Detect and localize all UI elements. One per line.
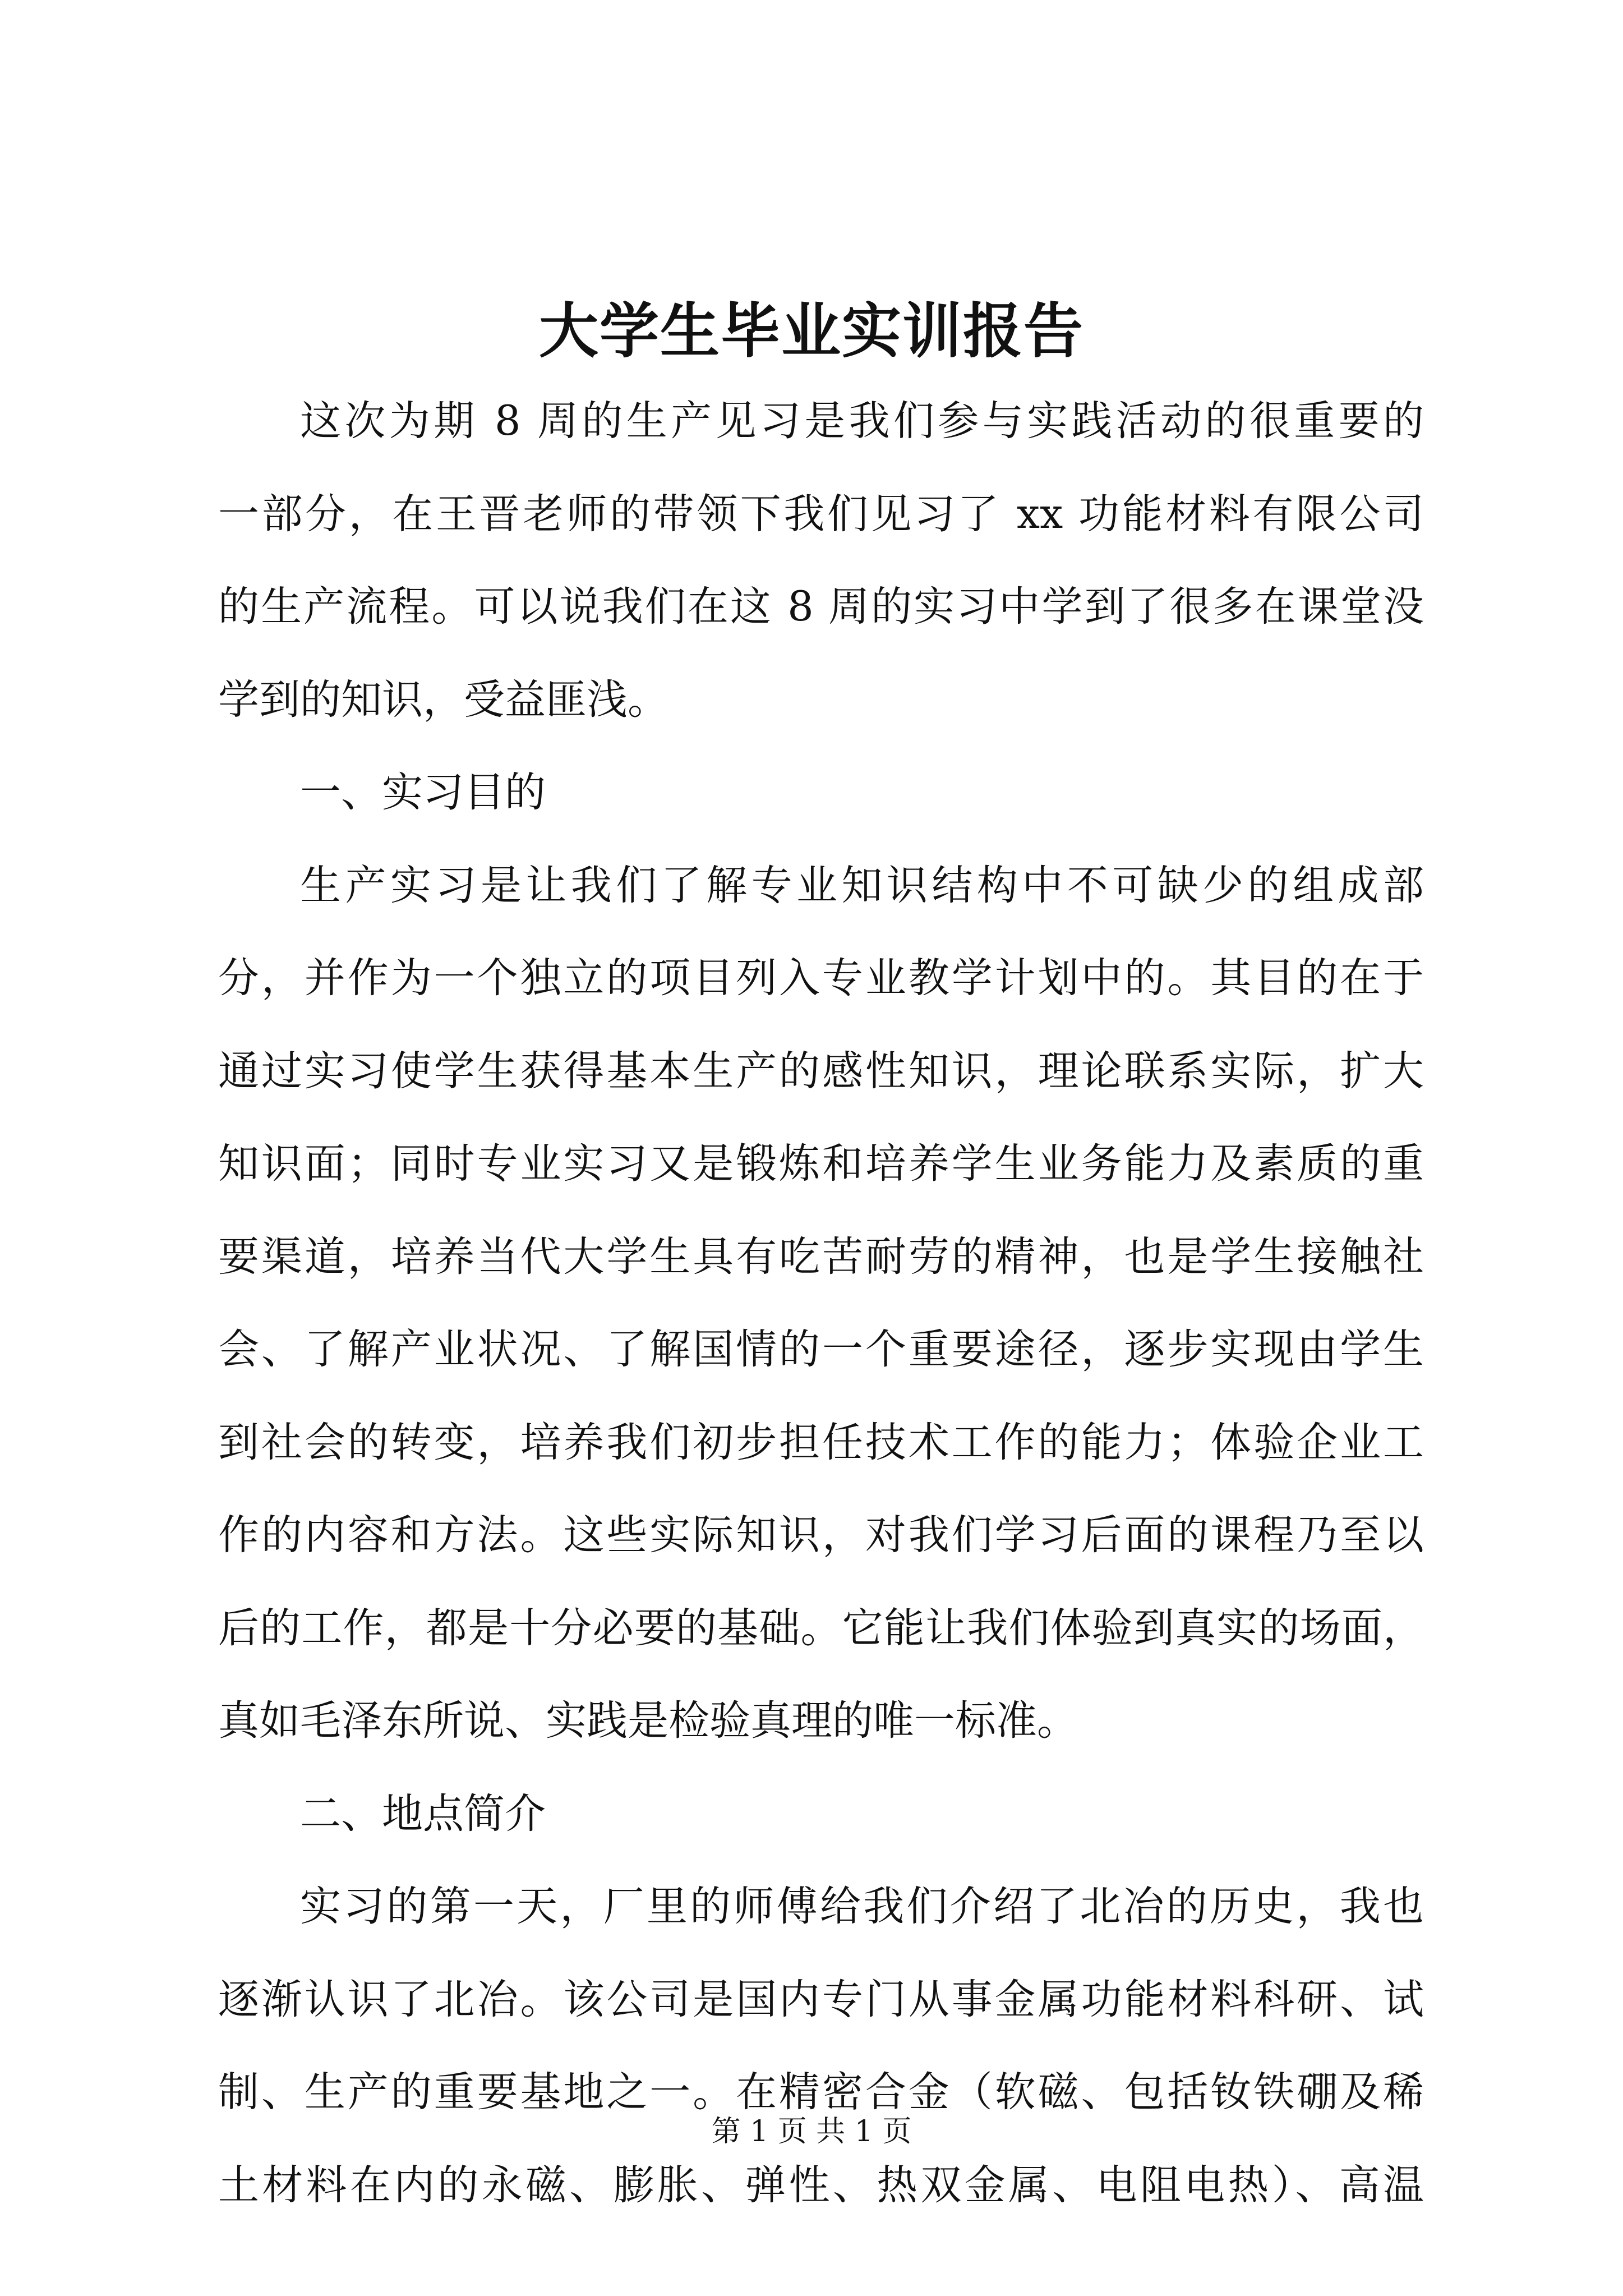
paragraph-line: 一部分，在王晋老师的带领下我们见习了 xx 功能材料有限公司 bbox=[218, 490, 1424, 538]
document-body bbox=[218, 375, 1424, 2231]
paragraph-line: 作的内容和方法。这些实际知识，对我们学习后面的课程乃至以 bbox=[218, 1511, 1424, 1559]
paragraph-line: 会、了解产业状况、了解国情的一个重要途径，逐步实现由学生 bbox=[218, 1326, 1424, 1373]
document-title: 大学生毕业实训报告 bbox=[539, 296, 1084, 366]
paragraph-line: 逐渐认识了北冶。该公司是国内专门从事金属功能材料科研、试 bbox=[218, 1975, 1424, 2023]
paragraph-line: 知识面；同时专业实习又是锻炼和培养学生业务能力及素质的重 bbox=[218, 1140, 1424, 1188]
paragraph-line: 的生产流程。可以说我们在这 8 周的实习中学到了很多在课堂没 bbox=[218, 583, 1424, 631]
paragraph-line: 学到的知识，受益匪浅。 bbox=[218, 675, 668, 724]
paragraph-line: 要渠道，培养当代大学生具有吃苦耐劳的精神，也是学生接触社 bbox=[218, 1232, 1424, 1281]
paragraph-line: 到社会的转变，培养我们初步担任技术工作的能力；体验企业工 bbox=[218, 1418, 1424, 1466]
paragraph-line: 土材料在内的永磁、膨胀、弹性、热双金属、电阻电热）、高温 bbox=[218, 2161, 1424, 2209]
paragraph-line: 这次为期 8 周的生产见习是我们参与实践活动的很重要的 bbox=[300, 397, 1424, 445]
page-footer: 第 1 页 共 1 页 bbox=[711, 2115, 912, 2148]
paragraph-line: 生产实习是让我们了解专业知识结构中不可缺少的组成部 bbox=[300, 861, 1424, 909]
paragraph-line: 分，并作为一个独立的项目列入专业教学计划中的。其目的在于 bbox=[218, 954, 1424, 1002]
paragraph-line: 真如毛泽东所说、实践是检验真理的唯一标准。 bbox=[218, 1697, 1078, 1745]
paragraph-line: 一、实习目的 bbox=[300, 769, 546, 816]
paragraph-line: 后的工作，都是十分必要的基础。它能让我们体验到真实的场面， bbox=[218, 1604, 1424, 1652]
paragraph-line: 制、生产的重要基地之一。在精密合金（软磁、包括钕铁硼及稀 bbox=[218, 2068, 1424, 2116]
paragraph-line: 通过实习使学生获得基本生产的感性知识，理论联系实际，扩大 bbox=[218, 1047, 1424, 1095]
paragraph-line: 实习的第一天，厂里的师傅给我们介绍了北冶的历史，我也 bbox=[300, 1883, 1424, 1930]
paragraph-line: 二、地点简介 bbox=[300, 1789, 546, 1838]
